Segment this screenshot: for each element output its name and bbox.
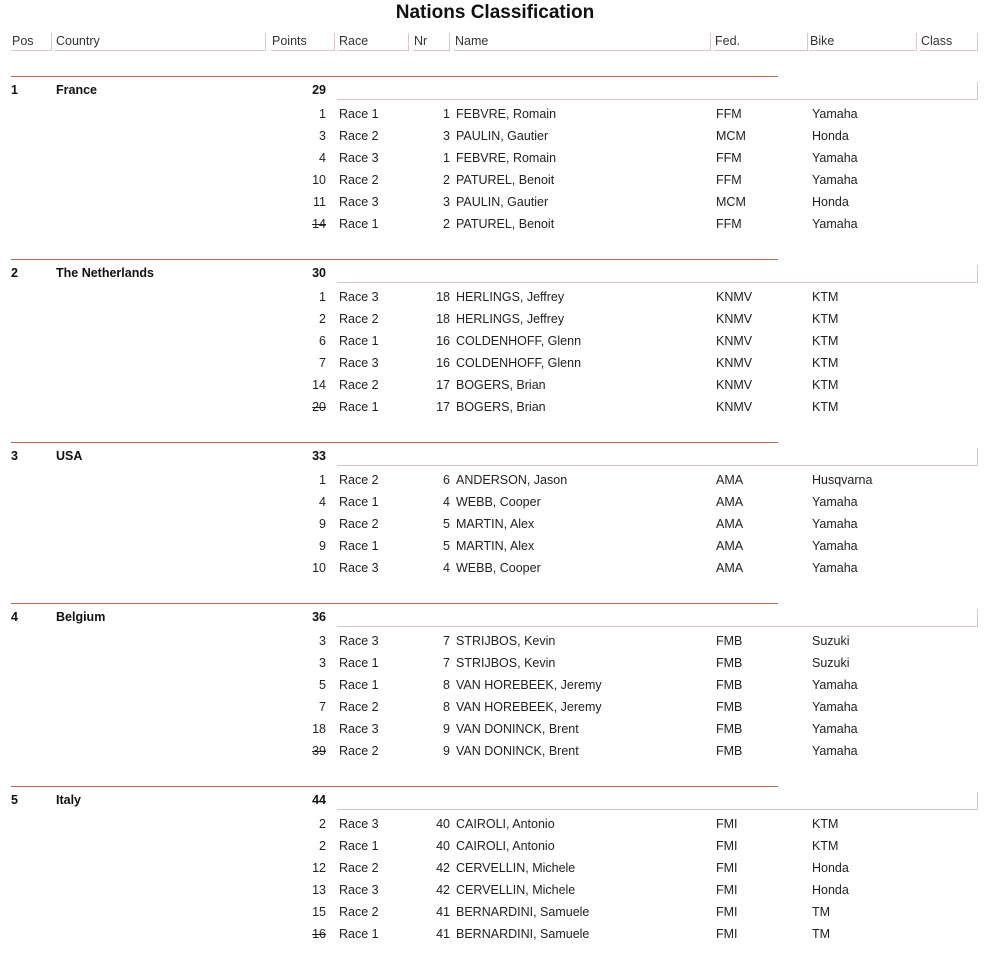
bike: KTM [812,400,839,414]
place: 2 [319,817,326,831]
race: Race 3 [339,634,379,648]
nation-points: 33 [312,449,326,463]
result-row [0,334,1000,356]
nation-points: 29 [312,83,326,97]
result-row [0,129,1000,151]
result-row [0,656,1000,678]
federation: FMI [716,839,738,853]
rider-number: 40 [436,839,450,853]
bike: KTM [812,839,839,853]
rider-number: 4 [443,561,450,575]
rider-number: 3 [443,195,450,209]
federation: FMB [716,722,743,736]
rider-number: 7 [443,656,450,670]
bike: Yamaha [812,517,858,531]
rider-name: MARTIN, Alex [456,539,535,553]
bike: Honda [812,195,849,209]
federation: FMI [716,905,738,919]
section-box [337,448,978,466]
race: Race 1 [339,107,379,121]
rider-name: MARTIN, Alex [456,517,535,531]
nation-country: France [56,83,97,97]
section-divider [11,442,778,443]
federation: FMI [716,861,738,875]
rider-name: CERVELLIN, Michele [456,861,576,875]
bike: Yamaha [812,151,858,165]
race: Race 2 [339,700,379,714]
result-row [0,905,1000,927]
header-country: Country [55,33,266,51]
rider-name: PAULIN, Gautier [456,195,549,209]
nation-country: The Netherlands [56,266,154,280]
rider-number: 6 [443,473,450,487]
result-row [0,217,1000,239]
rider-number: 17 [436,400,450,414]
rider-number: 3 [443,129,450,143]
rider-name: VAN HOREBEEK, Jeremy [456,700,602,714]
nation-points: 36 [312,610,326,624]
rider-name: BOGERS, Brian [456,400,546,414]
dropped-place: 14 [312,217,326,231]
race: Race 1 [339,927,379,941]
place: 9 [319,517,326,531]
bike: Yamaha [812,107,858,121]
rider-number: 18 [436,290,450,304]
rider-number: 8 [443,678,450,692]
result-row [0,378,1000,400]
federation: AMA [716,495,744,509]
nation-country: USA [56,449,83,463]
section-divider [11,786,778,787]
federation: KNMV [716,378,753,392]
place: 1 [319,290,326,304]
place: 10 [312,173,326,187]
race: Race 2 [339,861,379,875]
federation: FMB [716,700,743,714]
race: Race 3 [339,151,379,165]
nation-points: 30 [312,266,326,280]
bike: TM [812,927,831,941]
rider-name: HERLINGS, Jeffrey [456,290,565,304]
place: 3 [319,656,326,670]
rider-name: VAN DONINCK, Brent [456,722,579,736]
federation: FFM [716,173,742,187]
result-row [0,883,1000,905]
race: Race 2 [339,378,379,392]
race: Race 1 [339,678,379,692]
result-row [0,722,1000,744]
result-row [0,700,1000,722]
place: 2 [319,312,326,326]
header-pos: Pos [11,33,52,51]
result-row [0,744,1000,766]
result-row [0,561,1000,583]
rider-name: VAN DONINCK, Brent [456,744,579,758]
rider-name: PATUREL, Benoit [456,173,555,187]
rider-name: CAIROLI, Antonio [456,839,555,853]
federation: AMA [716,473,744,487]
result-row [0,517,1000,539]
result-row [0,107,1000,129]
bike: KTM [812,334,839,348]
place: 10 [312,561,326,575]
rider-name: BOGERS, Brian [456,378,546,392]
rider-name: COLDENHOFF, Glenn [456,334,582,348]
bike: KTM [812,817,839,831]
federation: FMI [716,927,738,941]
nation-country: Belgium [56,610,106,624]
federation: AMA [716,539,744,553]
race: Race 2 [339,312,379,326]
race: Race 2 [339,517,379,531]
rider-number: 42 [436,883,450,897]
rider-name: VAN HOREBEEK, Jeremy [456,678,602,692]
federation: FMI [716,883,738,897]
race: Race 1 [339,839,379,853]
rider-name: COLDENHOFF, Glenn [456,356,582,370]
section-box [337,792,978,810]
result-row [0,290,1000,312]
rider-name: BERNARDINI, Samuele [456,927,590,941]
race: Race 3 [339,195,379,209]
result-row [0,927,1000,949]
race: Race 3 [339,290,379,304]
bike: KTM [812,356,839,370]
dropped-place: 20 [312,400,326,414]
place: 5 [319,678,326,692]
result-row [0,495,1000,517]
race: Race 1 [339,539,379,553]
bike: Yamaha [812,744,858,758]
rider-number: 41 [436,927,450,941]
place: 3 [319,634,326,648]
rider-name: CERVELLIN, Michele [456,883,576,897]
nation-points: 44 [312,793,326,807]
rider-name: PAULIN, Gautier [456,129,549,143]
race: Race 2 [339,744,379,758]
result-row [0,173,1000,195]
bike: Yamaha [812,495,858,509]
rider-number: 9 [443,722,450,736]
place: 3 [319,129,326,143]
federation: FFM [716,151,742,165]
bike: Yamaha [812,173,858,187]
federation: AMA [716,517,744,531]
bike: Suzuki [812,656,850,670]
federation: MCM [716,195,746,209]
dropped-place: 16 [312,927,326,941]
federation: MCM [716,129,746,143]
section-divider [11,259,778,260]
result-row [0,400,1000,422]
race: Race 3 [339,722,379,736]
rider-number: 18 [436,312,450,326]
bike: Yamaha [812,561,858,575]
race: Race 2 [339,473,379,487]
rider-number: 40 [436,817,450,831]
section-box [337,265,978,283]
rider-number: 41 [436,905,450,919]
race: Race 3 [339,883,379,897]
place: 13 [312,883,326,897]
place: 7 [319,356,326,370]
federation: FMB [716,656,743,670]
place: 12 [312,861,326,875]
federation: FFM [716,107,742,121]
result-row [0,817,1000,839]
header-fed: Fed. [714,33,808,51]
federation: FFM [716,217,742,231]
rider-name: PATUREL, Benoit [456,217,555,231]
bike: Honda [812,883,849,897]
result-row [0,678,1000,700]
result-row [0,839,1000,861]
bike: Husqvarna [812,473,873,487]
rider-number: 4 [443,495,450,509]
race: Race 3 [339,817,379,831]
place: 2 [319,839,326,853]
rider-name: WEBB, Cooper [456,561,541,575]
race: Race 1 [339,495,379,509]
result-row [0,151,1000,173]
nation-pos: 4 [11,610,18,624]
nation-pos: 3 [11,449,18,463]
race: Race 1 [339,400,379,414]
rider-name: BERNARDINI, Samuele [456,905,590,919]
race: Race 2 [339,173,379,187]
result-row [0,195,1000,217]
header-race: Race [338,33,409,51]
rider-number: 9 [443,744,450,758]
nation-pos: 2 [11,266,18,280]
race: Race 2 [339,129,379,143]
dropped-place: 39 [312,744,326,758]
bike: Honda [812,861,849,875]
bike: KTM [812,312,839,326]
bike: Yamaha [812,700,858,714]
result-row [0,634,1000,656]
rider-number: 16 [436,356,450,370]
federation: KNMV [716,312,753,326]
result-row [0,356,1000,378]
rider-name: FEBVRE, Romain [456,151,557,165]
federation: KNMV [716,356,753,370]
place: 7 [319,700,326,714]
rider-number: 17 [436,378,450,392]
place: 11 [313,195,326,209]
bike: Yamaha [812,539,858,553]
nation-pos: 5 [11,793,18,807]
place: 4 [319,151,326,165]
bike: Yamaha [812,678,858,692]
section-box [337,82,978,100]
race: Race 1 [339,334,379,348]
rider-name: WEBB, Cooper [456,495,541,509]
place: 14 [312,378,326,392]
race: Race 1 [339,656,379,670]
federation: KNMV [716,290,753,304]
nation-pos: 1 [11,83,18,97]
bike: KTM [812,378,839,392]
section-divider [11,603,778,604]
rider-number: 5 [443,539,450,553]
rider-name: CAIROLI, Antonio [456,817,555,831]
federation: AMA [716,561,744,575]
federation: FMB [716,744,743,758]
rider-number: 7 [443,634,450,648]
place: 6 [319,334,326,348]
federation: FMB [716,634,743,648]
place: 1 [319,473,326,487]
place: 4 [319,495,326,509]
race: Race 1 [339,217,379,231]
rider-number: 42 [436,861,450,875]
rider-number: 1 [443,151,450,165]
place: 18 [312,722,326,736]
rider-number: 16 [436,334,450,348]
section-divider [11,76,778,77]
page-title: Nations Classification [395,2,595,23]
bike: KTM [812,290,839,304]
result-row [0,861,1000,883]
nation-country: Italy [56,793,82,807]
rider-number: 8 [443,700,450,714]
rider-name: HERLINGS, Jeffrey [456,312,565,326]
rider-number: 2 [443,217,450,231]
bike: Suzuki [812,634,850,648]
federation: KNMV [716,334,753,348]
place: 9 [319,539,326,553]
place: 1 [319,107,326,121]
race: Race 2 [339,905,379,919]
section-box [337,609,978,627]
bike: Honda [812,129,849,143]
rider-number: 5 [443,517,450,531]
bike: Yamaha [812,722,858,736]
rider-name: STRIJBOS, Kevin [456,634,556,648]
result-row [0,539,1000,561]
federation: FMI [716,817,738,831]
rider-name: STRIJBOS, Kevin [456,656,556,670]
place: 15 [312,905,326,919]
rider-number: 1 [443,107,450,121]
header-name: Name [454,33,711,51]
race: Race 3 [339,356,379,370]
bike: TM [812,905,831,919]
result-row [0,473,1000,495]
federation: FMB [716,678,743,692]
federation: KNMV [716,400,753,414]
header-nr: Nr [413,33,450,51]
header-class: Class [920,33,978,51]
rider-number: 2 [443,173,450,187]
rider-name: FEBVRE, Romain [456,107,557,121]
bike: Yamaha [812,217,858,231]
rider-name: ANDERSON, Jason [456,473,568,487]
header-bike: Bike [809,33,917,51]
header-points: Points [271,33,335,51]
race: Race 3 [339,561,379,575]
result-row [0,312,1000,334]
